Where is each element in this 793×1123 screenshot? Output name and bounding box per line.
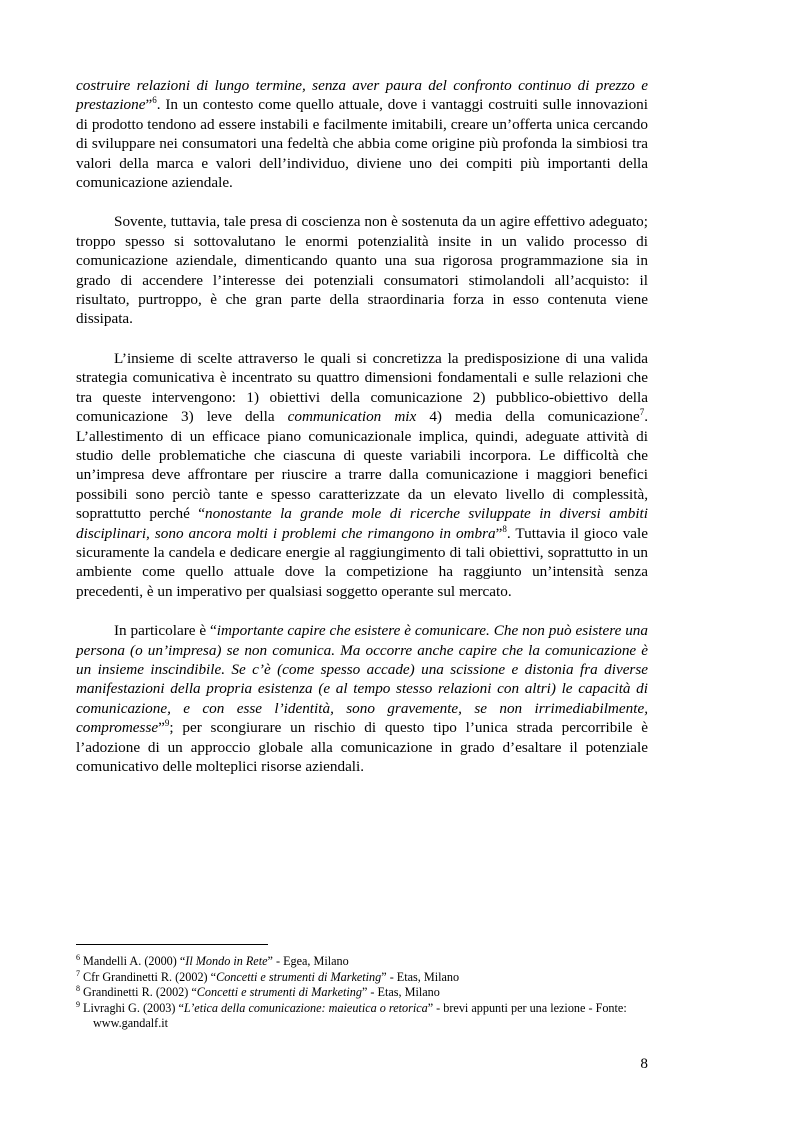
text-run: ” - Etas, Milano [361,985,440,1000]
text-run: Grandinetti R. (2002) “ [83,985,197,1000]
italic-text: L’etica della comunicazione: maieutica o retorica [183,1000,428,1015]
footnote-number: 7 [76,968,80,978]
footnotes [76,954,656,1032]
italic-text: nonostante la grande mole di ricerche sviluppate in diversi ambiti disciplinari, sono ancora molti i problemi che rimangono in ombra [76,505,648,542]
text-run: ” - Egea, Milano [267,954,349,968]
text-run: 4) media della comunicazione [416,408,640,426]
paragraph [76,76,648,192]
italic-text: Il Mondo in Rete [185,954,268,968]
text-run: . In un contesto come quello attuale, dove i vantaggi costruiti sulle innovazioni di prodotto tendono ad essere instabili e facilmente imitabili, creare un’offerta unica cercando di sviluppare nei consumatori una fedeltà che abbia come origine più profonda la simbiosi tra valori della marca e valori dell’individuo, diviene uno dei compiti più importanti della comunicazione aziendale. [76,96,648,192]
text-run: . L’allestimento di un efficace piano comunicazionale implica, quindi, adeguate attività di studio delle problematiche che ciascuna di queste variabili incorpora. Le difficoltà che un’impresa deve affrontare per riuscire a trarre dalla comunicazione i maggiori benefici possibili sono perciò tante e spesso caratterizzate da un elevato livello di complessità, soprattutto perché “ [76,408,648,523]
paragraph [76,621,648,776]
footnote [76,985,656,1001]
page-number: 8 [640,1055,648,1072]
text-run: ” [158,719,165,737]
paragraph [76,212,648,328]
footnote [76,970,656,986]
text-run: Sovente, tuttavia, tale presa di coscienza non è sostenuta da un agire effettivo adeguato; troppo spesso si sottovalutano le enormi potenzialità insite in un valido processo di comunicazione aziendale, dimenticando quanto una sua rigorosa programmazione sia in grado di accendere l’interesse dei potenziali consumatori stimolandoli all’acquisto: il risultato, purtroppo, è che gran parte della straordinaria forza in esso contenuta viene dissipata. [76,213,648,328]
italic-text: Concetti e strumenti di Marketing [196,985,362,1000]
footnote [76,1001,656,1032]
footnote [76,954,656,970]
text-run: Cfr Grandinetti R. (2002) “ [83,969,217,984]
text-run: L’insieme di scelte attraverso le quali si concretizza la predisposizione di una valida strategia comunicativa è incentrato su quattro dimensioni fondamentali e sulle relazioni che tra queste intervengono: 1) obiettivi della comunicazione 2) pubblico-obiettivo della comunicazione 3) leve della [76,349,648,426]
text-run: Livraghi G. (2003) “ [83,1000,184,1015]
text-run: Mandelli A. (2000) “ [83,954,186,968]
text-run: ” [495,524,503,542]
text-run: In particolare è “ [114,622,217,640]
footnote-reference: 8 [502,523,507,534]
text-run: ; per scongiurare un rischio di questo tipo l’unica strada percorribile è l’adozione di un approccio globale alla comunicazione in grado d’esaltare il potenziale comunicativo delle molteplici risorse aziendali. [76,719,648,775]
italic-text: Concetti e strumenti di Marketing [216,969,382,984]
footnote-reference: 7 [639,407,645,418]
footnote-separator [76,944,268,945]
footnote-number: 9 [76,999,80,1009]
italic-text: costruire relazioni di lungo termine, senza aver paura del confronto continuo di prezzo e prestazione [76,77,648,114]
body-text [76,76,648,776]
text-run: ” - Etas, Milano [381,969,460,984]
footnote-reference: 9 [164,718,170,729]
text-run: ” [145,96,153,114]
footnote-reference: 6 [152,95,157,106]
paragraph [76,349,648,601]
footnote-number: 6 [76,952,80,962]
text-run: . Tuttavia il gioco vale sicuramente la candela e dedicare energie al raggiungimento di tali obiettivi, soprattutto in un ambiente come quello attuale dove la competizione ha raggiunto un’intensità senza precedenti, è un imperativo per qualsiasi soggetto operante sul mercato. [76,524,648,600]
italic-text: communication mix [287,408,417,426]
text-run: ” - brevi appunti per una lezione - Fonte: www.gandalf.it [93,1000,627,1031]
italic-text: importante capire che esistere è comunicare. Che non può esistere una persona (o un’impresa) se non comunica. Ma occorre anche capire che la comunicazione è un insieme inscindibile. Se c’è (come spesso accade) una scissione e distonia fra diverse manifestazioni della propria esistenza (e al tempo stesso relazioni con altri) le capacità di comunicazione, e con esse l’identità, sono gravemente, se non irrimediabilmente, compromesse [76,622,648,737]
footnote-number: 8 [76,984,80,994]
